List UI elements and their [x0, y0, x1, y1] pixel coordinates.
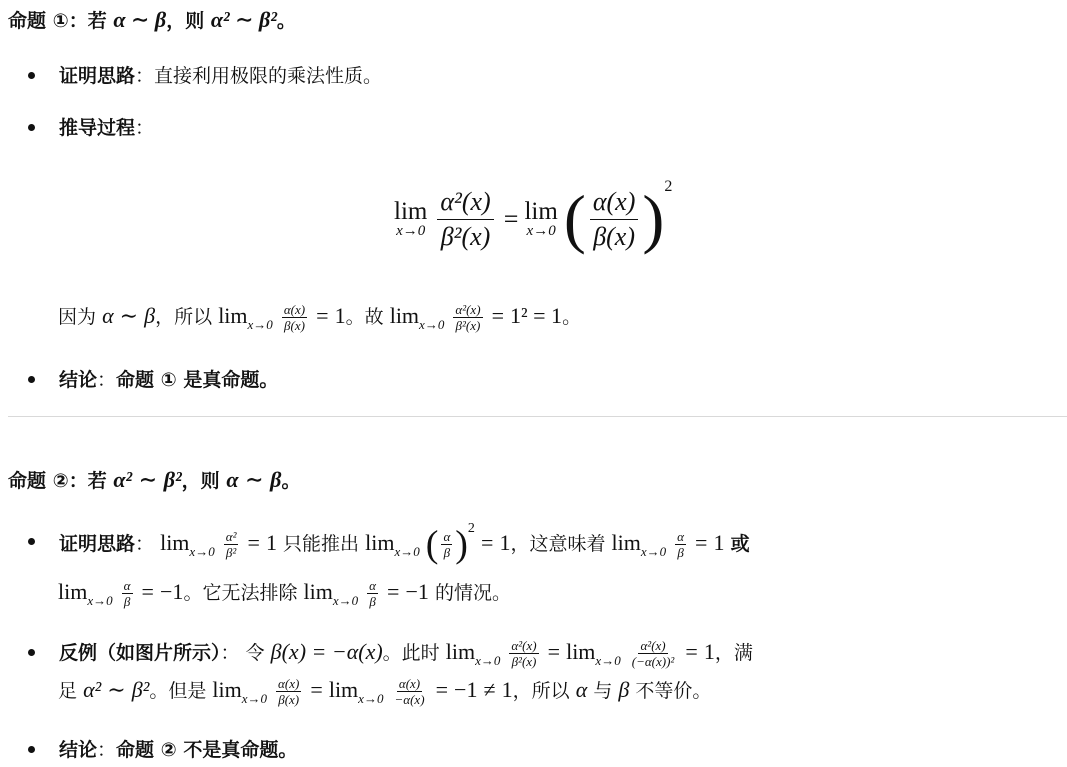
text: 足 — [58, 680, 78, 702]
math-expression: α² — [83, 677, 102, 702]
section-divider — [8, 416, 1067, 417]
lim-word: lim — [212, 677, 242, 702]
denominator: β²(x) — [440, 222, 491, 251]
number: −1 — [454, 677, 478, 702]
proposition-1-heading — [8, 6, 296, 33]
number: 1 — [499, 530, 511, 555]
number: 1 — [703, 639, 715, 664]
number: 1 — [334, 303, 346, 328]
fraction — [122, 579, 133, 608]
numerator: α²(x) — [640, 638, 666, 653]
fraction — [509, 639, 538, 668]
equals-sign: = — [547, 639, 561, 664]
text: 因为 — [58, 306, 97, 328]
lim-subscript: x→0 — [189, 544, 215, 559]
lim-subscript: x→0 — [87, 593, 113, 608]
numerator: α²(x) — [511, 638, 537, 653]
math-symbol: ∼ — [119, 303, 139, 328]
lim-subscript: x→0 — [394, 544, 420, 559]
heading-text: ，则 — [181, 470, 220, 492]
equals-sign: = — [491, 303, 504, 328]
proof-idea-text: ：直接利用极限的乘法性质。 — [135, 65, 383, 87]
equals-sign: = — [387, 579, 400, 604]
label-proof-idea: 证明思路 — [59, 533, 136, 555]
colon: ： — [220, 642, 240, 664]
equals-sign: = — [310, 677, 323, 702]
fraction — [282, 303, 307, 332]
equals-sign: = — [480, 530, 494, 555]
text: 与 — [593, 680, 613, 702]
numerator: α — [677, 529, 684, 544]
fraction — [590, 187, 639, 252]
lim-word: lim — [365, 530, 395, 555]
math-expression: β² — [163, 467, 182, 492]
math-symbol: β — [270, 467, 282, 492]
colon: ： — [135, 533, 155, 555]
bullet-icon — [28, 376, 35, 383]
bullet-icon — [28, 746, 35, 753]
numerator: α — [369, 578, 376, 593]
math-symbol: α — [226, 467, 239, 492]
fraction — [441, 530, 452, 559]
conclusion-text: 命题 ① 是真命题。 — [116, 369, 279, 391]
math-symbol: α — [575, 677, 588, 702]
denominator: β(x) — [593, 222, 635, 251]
not-equal-sign: ≠ — [483, 677, 496, 702]
colon: ： — [135, 117, 155, 139]
exponent: 2 — [467, 521, 475, 536]
lim-subscript: x→0 — [526, 223, 556, 239]
math-expression: α ∼ β — [113, 7, 167, 32]
denominator: β²(x) — [511, 654, 537, 669]
lim-word: lim — [524, 198, 558, 225]
lim-word: lim — [611, 530, 641, 555]
number: 1 — [501, 677, 513, 702]
label-proof-idea: 证明思路 — [59, 65, 136, 87]
heading-text: 。 — [281, 470, 301, 492]
numerator: α — [443, 529, 451, 544]
fraction — [367, 579, 378, 608]
heading-text: 命题 ①：若 — [8, 10, 107, 32]
colon: ： — [97, 739, 117, 761]
math-symbol: ∼ — [107, 677, 126, 702]
text: ，所以 — [512, 680, 570, 702]
heading-text: 。 — [276, 10, 296, 32]
math-expression: α² — [113, 467, 133, 492]
text: ，这意味着 — [510, 533, 606, 555]
math-symbol: β — [618, 677, 630, 702]
denominator: β — [443, 545, 451, 560]
lim-word: lim — [160, 530, 190, 555]
lim-word: lim — [328, 677, 359, 702]
math-expression: 1² = 1 — [510, 303, 563, 328]
math-expression: β(x) = −α(x) — [270, 639, 383, 664]
fraction — [437, 187, 493, 252]
bullet-icon — [28, 649, 35, 656]
numerator: α — [123, 578, 131, 593]
limit-operator — [524, 200, 557, 239]
lim-word: lim — [394, 198, 428, 225]
bullet-icon — [28, 538, 35, 545]
equals-sign: = — [435, 677, 448, 702]
limit-operator — [394, 200, 427, 239]
equals-sign: = — [316, 303, 329, 328]
conclusion-text: 命题 ② 不是真命题。 — [116, 739, 298, 761]
equals-sign: = — [503, 204, 519, 234]
denominator: (−α(x))² — [631, 654, 675, 669]
denominator: β — [369, 594, 376, 609]
lim-subscript: x→0 — [595, 653, 621, 668]
fraction — [393, 677, 427, 706]
lim-word: lim — [445, 639, 476, 664]
heading-text: 命题 ②：若 — [8, 470, 107, 492]
lim-subscript: x→0 — [241, 691, 267, 706]
lim-subscript: x→0 — [419, 317, 445, 332]
numerator: α² — [225, 529, 237, 544]
lim-subscript: x→0 — [332, 593, 359, 608]
text-or: 或 — [730, 533, 750, 555]
display-equation — [394, 178, 734, 258]
numerator: α(x) — [278, 676, 300, 691]
fraction — [224, 530, 239, 559]
numerator: α(x) — [398, 676, 421, 691]
equals-sign: = — [141, 579, 154, 604]
denominator: −α(x) — [394, 692, 425, 707]
lim-subscript: x→0 — [396, 223, 426, 239]
proposition-2-heading — [8, 466, 300, 493]
text: ，所以 — [155, 306, 213, 328]
fraction — [276, 677, 301, 706]
lim-subscript: x→0 — [358, 691, 384, 706]
lim-word: lim — [218, 303, 248, 328]
number: 1 — [266, 530, 277, 555]
exponent: 2 — [664, 178, 673, 195]
text: 只能推出 — [283, 533, 360, 555]
math-symbol: ∼ — [245, 467, 264, 492]
lim-word: lim — [389, 303, 420, 328]
math-symbol: α — [102, 303, 114, 328]
numerator: α²(x) — [437, 187, 493, 220]
denominator: β — [677, 545, 684, 560]
left-paren: ( — [425, 523, 439, 566]
label-counterexample: 反例（如图片所示） — [59, 642, 221, 664]
text: 。故 — [345, 306, 384, 328]
denominator: β(x) — [284, 318, 305, 333]
numerator: α(x) — [590, 187, 639, 220]
math-expression: β² — [131, 677, 150, 702]
number: −1 — [160, 579, 184, 604]
bullet-icon — [28, 72, 35, 79]
lim-subscript: x→0 — [247, 317, 273, 332]
lim-subscript: x→0 — [640, 544, 667, 559]
colon: ： — [97, 369, 117, 391]
equals-sign: = — [695, 530, 708, 555]
right-paren: ) — [455, 523, 468, 566]
label-derivation: 推导过程 — [59, 117, 136, 139]
text: 。 — [562, 306, 582, 328]
math-symbol: β — [144, 303, 156, 328]
equals-sign: = — [685, 639, 698, 664]
text: ，满 — [714, 642, 753, 664]
equals-sign: = — [247, 530, 260, 555]
fraction — [453, 303, 482, 332]
right-paren: ) — [642, 182, 665, 256]
text: 。但是 — [149, 680, 207, 702]
numerator: α(x) — [283, 302, 306, 317]
lim-word: lim — [58, 579, 88, 604]
left-paren: ( — [563, 182, 586, 256]
fraction — [675, 530, 686, 559]
lim-word: lim — [566, 639, 596, 664]
number: 1 — [713, 530, 725, 555]
text: 令 — [245, 642, 265, 664]
number: −1 — [405, 579, 429, 604]
math-symbol: ∼ — [138, 467, 158, 492]
denominator: β² — [225, 545, 237, 560]
lim-word: lim — [303, 579, 333, 604]
counterexample-line-2 — [58, 676, 711, 707]
explanation-line — [58, 302, 581, 333]
label-conclusion: 结论 — [59, 369, 98, 391]
text: 。此时 — [382, 642, 440, 664]
numerator: α²(x) — [455, 302, 481, 317]
text: 。它无法排除 — [183, 582, 298, 604]
heading-text: ，则 — [166, 10, 205, 32]
text: 不等价。 — [635, 680, 712, 702]
bullet-icon — [28, 124, 35, 131]
denominator: β — [123, 594, 131, 609]
label-conclusion: 结论 — [59, 739, 98, 761]
denominator: β²(x) — [455, 318, 481, 333]
math-expression: α² ∼ β² — [210, 7, 277, 32]
lim-subscript: x→0 — [475, 653, 501, 668]
proof-idea-2-line-2 — [58, 578, 511, 609]
fraction — [630, 639, 677, 668]
text: 的情况。 — [434, 582, 511, 604]
denominator: β(x) — [278, 692, 300, 707]
